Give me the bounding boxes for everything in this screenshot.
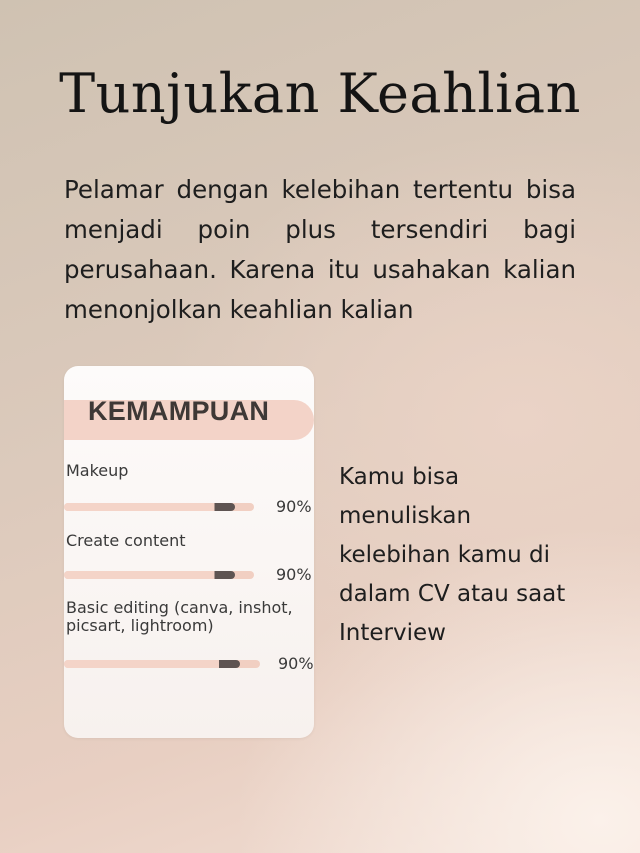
side-note: Kamu bisa menuliskan kelebihan kamu di dalam CV atau saat Interview [339,464,566,646]
skill-percent-makeup: 90% [276,497,312,516]
skills-card [64,366,314,738]
skill-bar-basic-editing [64,660,260,668]
card-heading: KEMAMPUAN [88,396,270,426]
skill-bar-fill [64,660,240,668]
skill-bar-fill [64,503,235,511]
page-title: Tunjukan Keahlian [59,62,581,125]
skill-percent-basic-editing: 90% [278,654,314,673]
skill-percent-create-content: 90% [276,565,312,584]
intro-paragraph: Pelamar dengan kelebihan tertentu bisa menjadi poin plus tersendiri bagi perusahaan. Karena itu usahakan kalian menonjolkan keahlian kalian [64,175,576,324]
skill-bar-makeup [64,503,254,511]
skill-bar-create-content [64,571,254,579]
skill-bar-fill [64,571,235,579]
skill-label-create-content: Create content [66,531,186,550]
skill-label-makeup: Makeup [66,461,129,480]
skill-label-basic-editing: Basic editing (canva, inshot, picsart, lightroom) [66,598,293,635]
